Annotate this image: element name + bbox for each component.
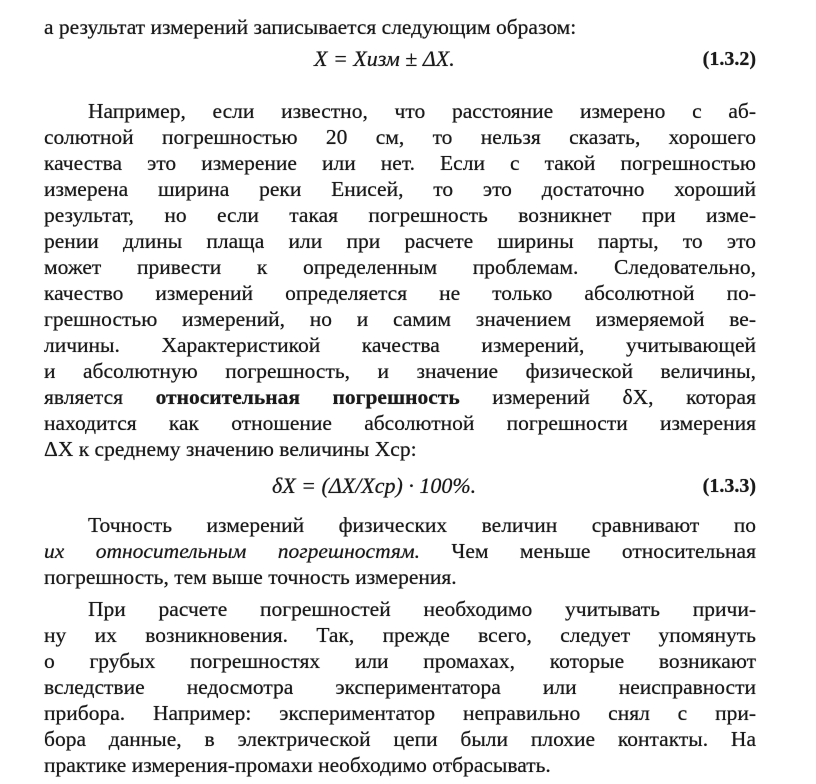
equation-1-2 (44, 44, 756, 74)
text-line: о грубых погрешностях или промахах, которые возникают (44, 649, 756, 673)
equation-1-3-3-formula: δX = (ΔX/Xср) · 100%. (272, 473, 477, 498)
text-line: солютной погрешностью 20 см, то нельзя сказать, хорошего (44, 125, 756, 149)
text-line: качества это измерение или нет. Если с такой погрешностью (44, 151, 756, 175)
text-line: грешностью измерений, но и самим значением измеряемой ве- (44, 307, 756, 331)
italic-phrase: их относительным погрешностям. (44, 539, 420, 563)
text-fragment: является (44, 385, 156, 409)
text-line: качество измерений определяется не только абсолютной по- (44, 281, 756, 305)
equation-1-3-3-number: (1.3.3) (702, 475, 756, 497)
text-line: ну их возникновения. Так, прежде всего, следует упомянуть (44, 623, 756, 647)
text-line: погрешность, тем выше точность измерения. (44, 565, 457, 589)
text-line: ΔX к среднему значению величины Xср: (44, 437, 417, 461)
text-line: может привести к определенным проблемам. Следовательно, (44, 255, 756, 279)
equation-1-2-formula: X = Xизм ± ΔX. (314, 46, 455, 71)
text-line: Например, если известно, что расстояние измерено с аб- (88, 99, 756, 123)
text-line: и абсолютную погрешность, и значение физической величины, (44, 359, 756, 383)
bold-term-relative-error: относительная погрешность (155, 385, 460, 409)
text-line: вследствие недосмотра экспериментатора или неисправности (44, 675, 756, 699)
text-line: измерена ширина реки Енисей, то это достаточно хороший (44, 177, 756, 201)
text-line: рении длины плаща или при расчете ширины парты, то это (44, 229, 756, 253)
text-line: Точность измерений физических величин сравнивают по (88, 513, 756, 537)
text-line: результат, но если такая погрешность возникнет при изме- (44, 203, 756, 227)
text-line: бора данные, в электрической цепи были плохие контакты. На (44, 727, 756, 751)
text-line: практике измерения-промахи необходимо отбрасывать. (44, 753, 551, 777)
equation-1-2-number: (1.3.2) (702, 48, 756, 70)
text-line-with-italic (44, 538, 756, 564)
text-fragment: Чем меньше относительная (419, 539, 756, 563)
text-line: прибора. Например: экспериментатор неправильно снял с при- (44, 701, 756, 725)
text-line: находится как отношение абсолютной погрешности измерения (44, 411, 756, 435)
equation-1-3-3 (44, 471, 756, 501)
text-line: личины. Характеристикой качества измерений, учитывающей (44, 333, 756, 357)
intro-line: а результат измерений записывается следующим образом: (44, 15, 577, 39)
text-line-with-term (44, 384, 756, 410)
text-line: При расчете погрешностей необходимо учитывать причи- (88, 597, 756, 621)
text-fragment: измерений δX, которая (459, 385, 756, 409)
